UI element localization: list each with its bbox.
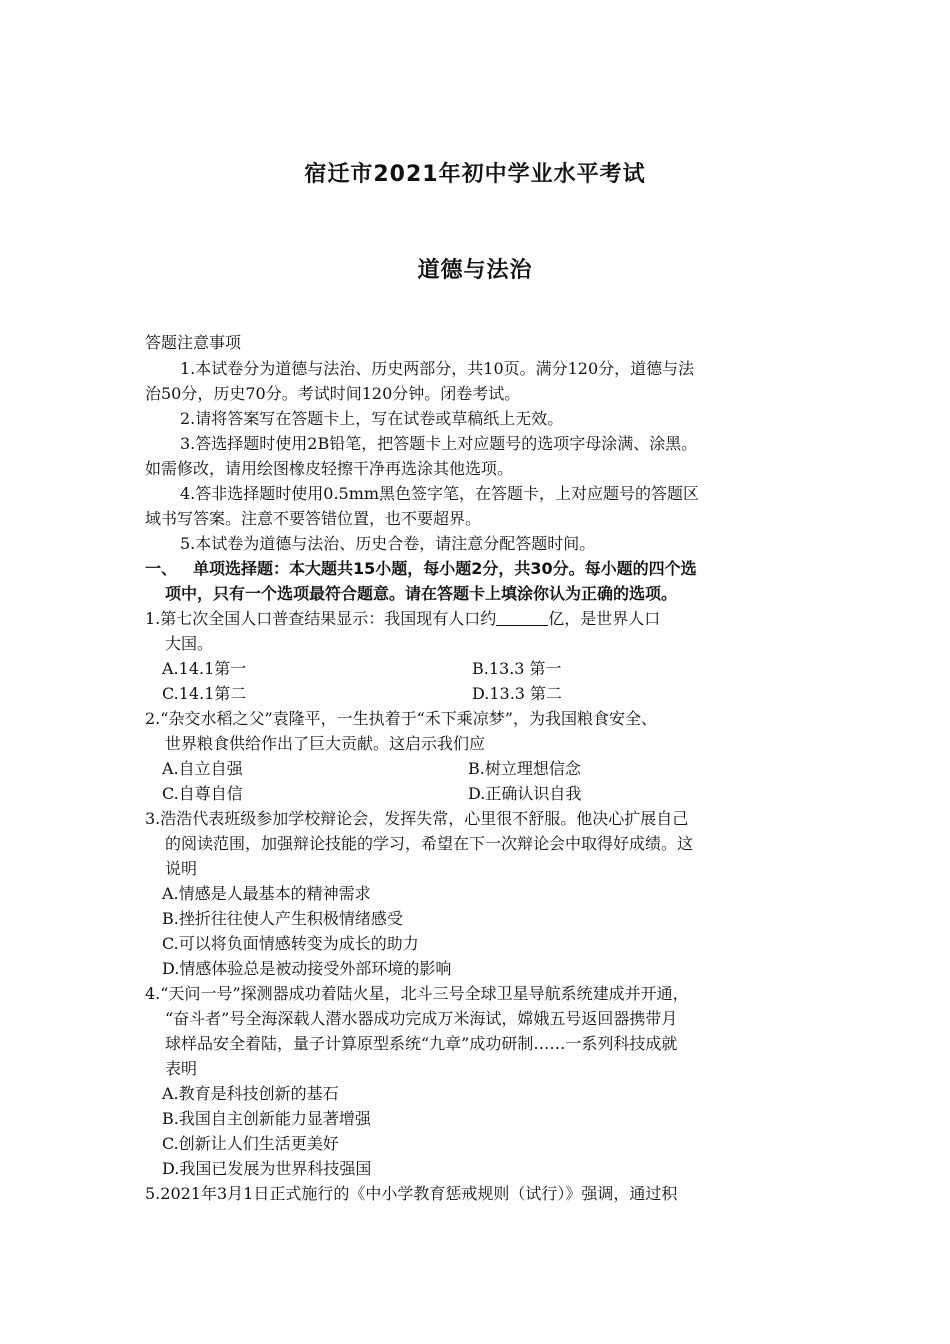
option-a: A.自立自强 — [162, 759, 243, 778]
notice-item: 4.答非选择题时使用0.5mm黑色签字笔，在答题卡，上对应题号的答题区 — [180, 484, 700, 503]
notice-heading: 答题注意事项 — [145, 333, 242, 352]
question-3-stem: 说明 — [165, 859, 198, 878]
question-4-stem: 4.“天问一号”探测器成功着陆火星，北斗三号全球卫星导航系统建成并开通， — [145, 984, 689, 1003]
notice-item: 治50分，历史70分。考试时间120分钟。闭卷考试。 — [145, 384, 521, 403]
question-2-stem: 2.“杂交水稻之父”袁隆平，一生执着于“禾下乘凉梦”，为我国粮食安全、 — [145, 709, 657, 728]
question-5-stem: 5.2021年3月1日正式施行的《中小学教育惩戒规则（试行）》强调，通过积 — [145, 1184, 678, 1203]
option-c: C.14.1第二 — [162, 684, 247, 703]
notice-item: 5.本试卷为道德与法治、历史合卷，请注意分配答题时间。 — [180, 534, 596, 553]
question-3-stem: 的阅读范围，加强辩论技能的学习，希望在下一次辩论会中取得好成绩。这 — [165, 834, 694, 853]
question-4-stem: “奋斗者”号全海深载人潜水器成功完成万米海试，嫦娥五号返回器携带月 — [165, 1009, 678, 1028]
notice-item: 2.请将答案写在答题卡上，写在试卷或草稿纸上无效。 — [180, 409, 564, 428]
question-4-stem: 表明 — [165, 1059, 198, 1078]
option-a: A.14.1第一 — [162, 659, 247, 678]
section-number: 一、 — [145, 559, 178, 578]
option-c: C.创新让人们生活更美好 — [162, 1134, 339, 1153]
notice-item: 3.答选择题时使用2B铅笔，把答题卡上对应题号的选项字母涂满、涂黑。 — [180, 434, 698, 453]
option-d: D.13.3 第二 — [472, 684, 563, 703]
section-heading: 单项选择题：本大题共15小题，每小题2分，共30分。每小题的四个选 — [193, 559, 697, 578]
exam-title: 宿迁市2021年初中学业水平考试 — [304, 162, 646, 187]
question-2-stem: 世界粮食供给作出了巨大贡献。这启示我们应 — [165, 734, 486, 753]
option-b: B.挫折往往使人产生积极情绪感受 — [162, 909, 403, 928]
notice-item: 域书写答案。注意不要答错位置，也不要超界。 — [145, 509, 482, 528]
notice-item: 1.本试卷分为道德与法治、历史两部分，共10页。满分120分，道德与法 — [180, 359, 695, 378]
section-heading: 项中，只有一个选项最符合题意。请在答题卡上填涂你认为正确的选项。 — [165, 584, 678, 603]
answer-blank — [496, 609, 548, 626]
option-c: C.自尊自信 — [162, 784, 243, 803]
option-a: A.情感是人最基本的精神需求 — [162, 884, 371, 903]
notice-item: 如需修改，请用绘图橡皮轻擦干净再选涂其他选项。 — [145, 459, 514, 478]
question-4-stem: 球样品安全着陆，量子计算原型系统“九章”成功研制……一系列科技成就 — [165, 1034, 678, 1053]
option-d: D.我国已发展为世界科技强国 — [162, 1159, 372, 1178]
option-b: B.我国自主创新能力显著增强 — [162, 1109, 371, 1128]
option-c: C.可以将负面情感转变为成长的助力 — [162, 934, 419, 953]
option-b: B.树立理想信念 — [468, 759, 581, 778]
subject-title: 道德与法治 — [417, 258, 533, 283]
option-b: B.13.3 第一 — [472, 659, 562, 678]
question-3-stem: 3.浩浩代表班级参加学校辩论会，发挥失常，心里很不舒服。他决心扩展自己 — [145, 809, 689, 828]
option-d: D.正确认识自我 — [468, 784, 582, 803]
question-1-stem: 大国。 — [165, 634, 214, 653]
option-d: D.情感体验总是被动接受外部环境的影响 — [162, 959, 452, 978]
option-a: A.教育是科技创新的基石 — [162, 1084, 339, 1103]
question-1-stem: 1.第七次全国人口普查结果显示：我国现有人口约 亿，是世界人口 — [145, 609, 661, 628]
